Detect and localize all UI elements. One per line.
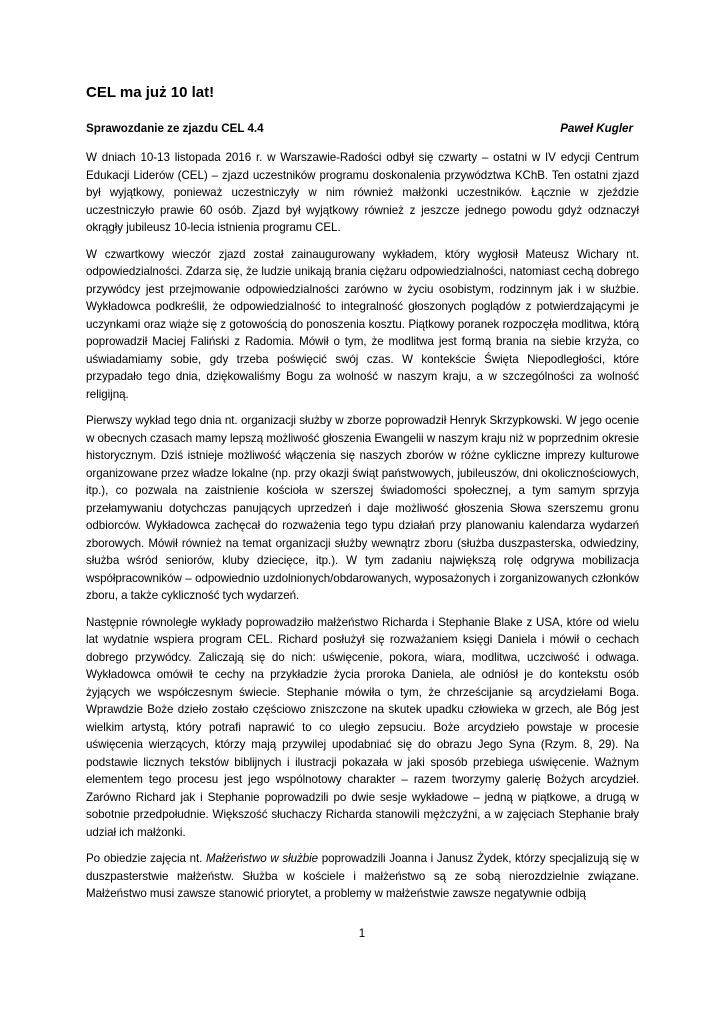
paragraph-marriage-italic-title: Małżeństwo w służbie [205,852,319,865]
document-page [86,84,639,903]
paragraph-blake-lectures: Następnie równoległe wykłady poprowadziło małżeństwo Richarda i Stephanie Blake z USA, które od wielu lat wydatnie wspiera program CEL. Richard posłużył się rozważaniem księgi Daniela i mówił o cechach dobrego przywódcy. Zaliczają się do nich: uświęcenie, pokora, wiara, modlitwa, uczciwość i odwaga. Wykładowca omówił te cechy na przykładzie życia proroka Daniela, ale odniósł je do kontekstu osób żyjących we współczesnym świecie. Stephanie mówiła o tym, że chrześcijanie są arcydziełami Boga. Wprawdzie Boże dzieło zostało częściowo zniszczone na skutek upadku człowieka w grzech, ale Bóg jest wielkim artystą, który potrafi naprawić to co uległo zepsuciu. Boże arcydzieło powstaje w procesie uświęcenia wierzących, którzy mają przywilej upodabniać się do obrazu Jego Syna (Rzym. 8, 29). Na podstawie licznych tekstów biblijnych i ilustracji pokazała w jaki sposób przebiega uświęcenie. Ważnym elementem tego procesu jest jego wspólnotowy charakter – razem tworzymy galerię Bożych arcydzieł. Zarówno Richard jak i Stephanie poprowadzili po dwie sesje wykładowe – jedną w piątkowe, a drugą w sobotnie przedpołudnie. Większość słuchaczy Richarda stanowili mężczyźni, a w zajęciach Stephanie brały udział ich małżonki. [86,615,639,839]
paragraph-intro: W dniach 10-13 listopada 2016 r. w Warszawie-Radości odbył się czwarty – ostatni w IV edycji Centrum Edukacji Liderów (CEL) – zjazd uczestników programu doskonalenia przywództwa KChB. Ten ostatni zjazd był wyjątkowy, ponieważ uczestniczyły w nim również małżonki uczestników. Łącznie w zjeździe uczestniczyło prawie 60 osób. Zjazd był wyjątkowy również z jeszcze jednego powodu gdyż odznaczył okrągły jubileusz 10-lecia istnienia programu CEL. [86,151,639,234]
paragraph-marriage-service [86,850,639,903]
author-name: Paweł Kugler [560,122,633,135]
paragraph-service-organization: Pierwszy wykład tego dnia nt. organizacji służby w zborze poprowadził Henryk Skrzypkowski. W jego ocenie w obecnych czasach mamy lepszą możliwość głoszenia Ewangelii w naszym kraju niż w poprzednim okresie historycznym. Dziś istnieje możliwość włączenia się naszych zborów w różne cykliczne imprezy kulturowe organizowane przez władze lokalne (np. przy okazji świąt państwowych, jubileuszów, dni okolicznościowych, itp.), co pozwala na zaistnienie kościoła w szerszej świadomości społecznej, a tym samym sprzyja przełamywaniu dotychczas panujących uprzedzeń i daje możliwość głoszenia Słowa szerszemu gronu odbiorców. Wykładowca zachęcał do rozważenia tego typu działań przy planowaniu kalendarza wydarzeń zborowych. Mówił również na temat organizacji służby wewnątrz zboru (służba duszpasterska, odwiedziny, służba wśród seniorów, kluby dziecięce, itp.). W tym zadaniu największą rolę odgrywa mobilizacja współpracowników – odpowiednio uzdolnionych/obdarowanych, wyposażonych i zorganizowanych członków zboru, a także cykliczność tych wydarzeń. [86,414,639,602]
paragraph-marriage-text-end: poprowadzili Joanna i Janusz Żydek, którzy specjalizują się w duszpasterstwie małżeństw. Służba w kościele i małżeństwo są ze sobą nierozdzielnie związane. Małżeństwo musi zawsze stanowić priorytet, a problemy w małżeństwie zawsze negatywnie odbiją [86,852,639,900]
page-number: 1 [358,927,366,940]
paragraph-marriage-text-start: Po obiedzie zajęcia nt. [86,852,206,865]
report-subtitle: Sprawozdanie ze zjazdu CEL 4.4 [86,122,264,135]
subtitle-row [86,122,639,136]
paragraph-thursday: W czwartkowy wieczór zjazd został zainaugurowany wykładem, który wygłosił Mateusz Wichary nt. odpowiedzialności. Zdarza się, że ludzie unikają brania ciężaru odpowiedzialności, natomiast cechą dobrego przywódcy jest przejmowanie odpowiedzialności zarówno w życiu osobistym, rodzinnym jak i w służbie. Wykładowca podkreślił, że odpowiedzialność to integralność głoszonych poglądów z potwierdzającymi je uczynkami oraz wiąże się z gotowością do ponoszenia kosztu. Piątkowy poranek rozpoczęła modlitwa, którą poprowadził Maciej Faliński z Radomia. Mówił o tym, że modlitwa jest formą brania na siebie krzyża, co uświadamiamy sobie, gdy trzeba poświęcić swój czas. W kontekście Święta Niepodległości, które przypadało tego dnia, dziękowaliśmy Bogu za wolność w naszym kraju, a w szczególności za wolność religijną. [86,247,639,401]
page-title: CEL ma już 10 lat! [86,84,215,101]
